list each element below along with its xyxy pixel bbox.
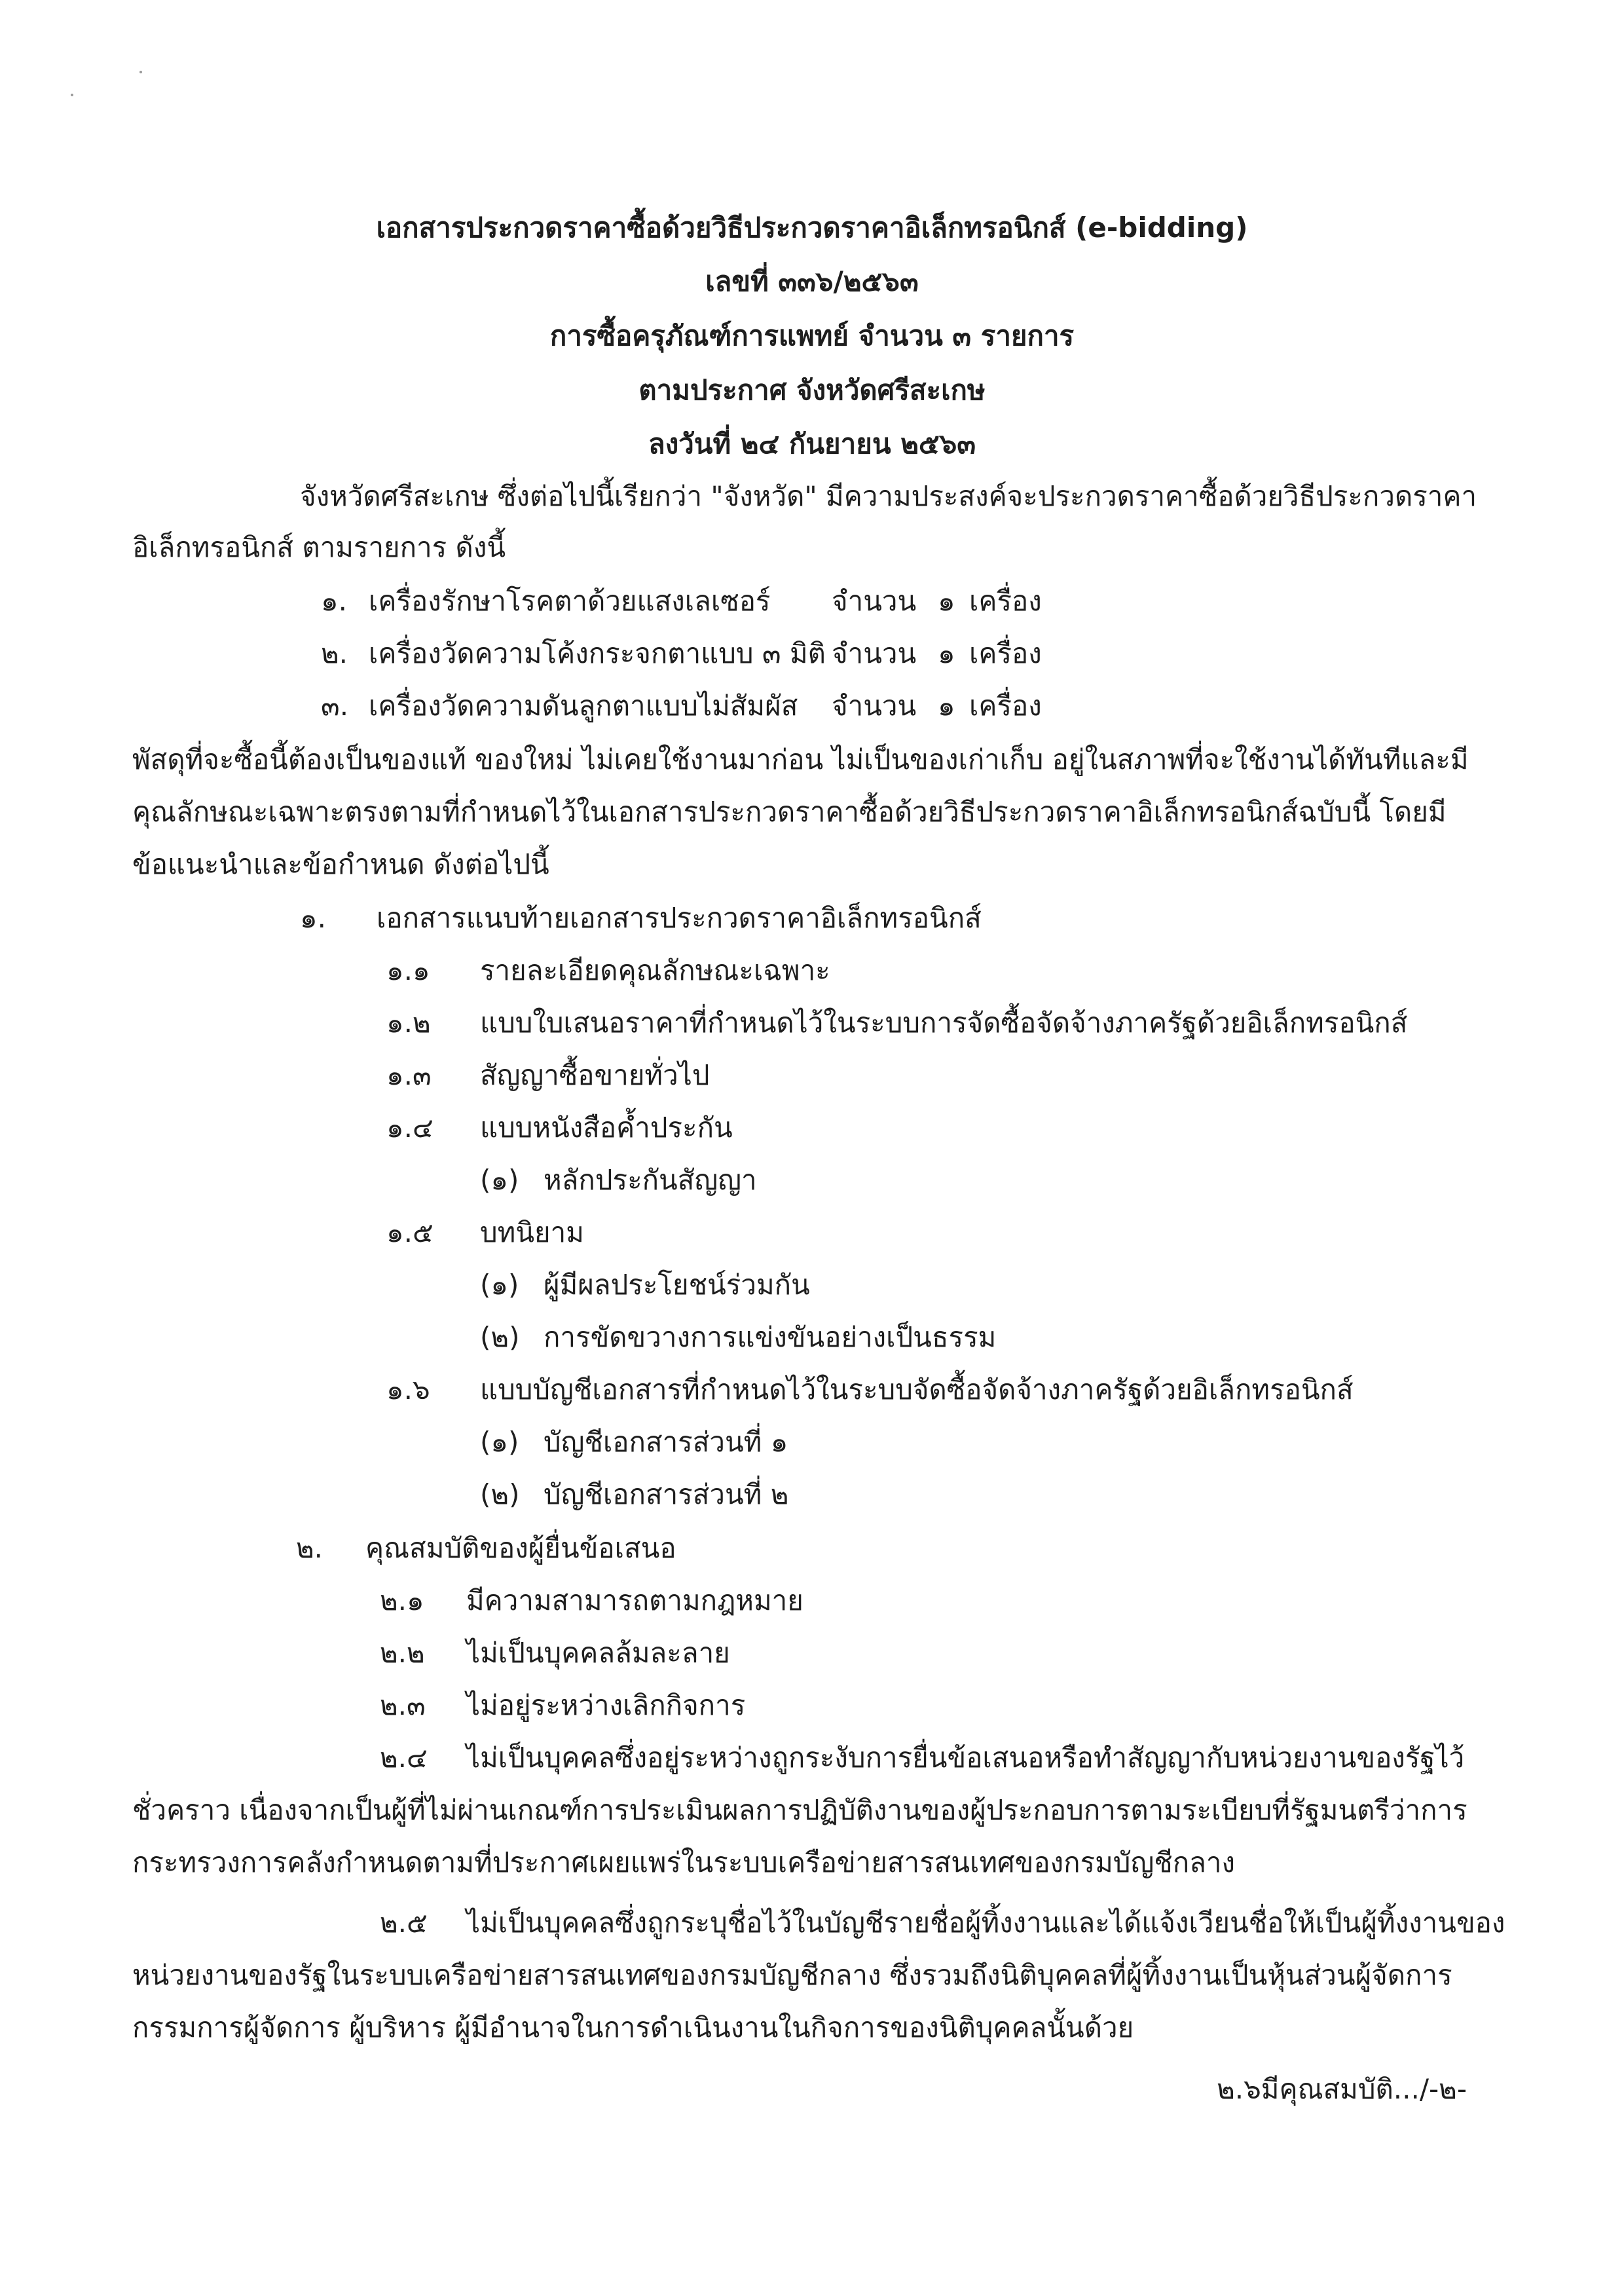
- item-qty: ๑: [938, 585, 955, 617]
- subsection-text: มีความสามารถตามกฎหมาย: [466, 1584, 803, 1616]
- section-number: ๒.: [296, 1532, 323, 1564]
- page-continuation: ๒.๖มีคุณสมบัติ.../-๒-: [1217, 2073, 1467, 2105]
- subsection-text: ไม่เป็นบุคคลล้มละลาย: [466, 1637, 730, 1669]
- paragraph-line: [132, 1956, 1459, 1995]
- item-text: หลักประกันสัญญา: [544, 1164, 757, 1196]
- section-title: คุณสมบัติของผู้ยื่นข้อเสนอ: [365, 1532, 676, 1564]
- scan-speck: [139, 71, 142, 73]
- subsection-text: บทนิยาม: [480, 1216, 584, 1248]
- subsection-text: แบบบัญชีเอกสารที่กำหนดไว้ในระบบจัดซื้อจัดจ้างภาครัฐด้วยอิเล็กทรอนิกส์: [480, 1373, 1354, 1406]
- item-number: ๑.: [321, 585, 348, 617]
- paragraph-text: พัสดุที่จะซื้อนี้ต้องเป็นของแท้ ของใหม่ ไม่เคยใช้งานมาก่อน ไม่เป็นของเก่าเก็บ อยู่ในสภาพที่จะใช้งานได้ทันทีและมี: [132, 743, 1469, 775]
- item-number: ๒.: [321, 637, 348, 669]
- item-number: (๑): [480, 1164, 519, 1196]
- subsection-number: ๑.๑: [386, 954, 430, 986]
- item-qty-label: จำนวน: [832, 637, 917, 669]
- item-qty-label: จำนวน: [832, 585, 917, 617]
- subsection-number: ๑.๒: [386, 1007, 431, 1039]
- intro-line-2: อิเล็กทรอนิกส์ ตามรายการ ดังนี้: [132, 531, 506, 563]
- subsection-text: รายละเอียดคุณลักษณะเฉพาะ: [480, 954, 830, 986]
- paragraph-text: ไม่เป็นบุคคลซึ่งถูกระบุชื่อไว้ในบัญชีรายชื่อผู้ทิ้งงานและได้แจ้งเวียนชื่อให้เป็นผู้ทิ้งงานของ: [466, 1907, 1505, 1939]
- section-title: เอกสารแนบท้ายเอกสารประกวดราคาอิเล็กทรอนิกส์: [377, 902, 982, 934]
- item-qty: ๑: [938, 637, 955, 669]
- subsection-number: ๒.๒: [380, 1637, 425, 1669]
- item-unit: เครื่อง: [969, 585, 1042, 617]
- paragraph-text: คุณลักษณะเฉพาะตรงตามที่กำหนดไว้ในเอกสารประกวดราคาซื้อด้วยวิธีประกวดราคาอิเล็กทรอนิกส์ฉบับนี้ โดยมี: [132, 796, 1447, 828]
- item-text: การขัดขวางการแข่งขันอย่างเป็นธรรม: [544, 1321, 997, 1353]
- item-number: (๒): [480, 1478, 520, 1510]
- paragraph-text: ไม่เป็นบุคคลซึ่งอยู่ระหว่างถูกระงับการยื่นข้อเสนอหรือทำสัญญากับหน่วยงานของรัฐไว้: [466, 1742, 1465, 1774]
- paragraph-text: ข้อแนะนำและข้อกำหนด ดังต่อไปนี้: [132, 848, 549, 880]
- subsection-number: ๑.๖: [386, 1373, 430, 1406]
- intro-paragraph: [300, 477, 1477, 516]
- item-number: (๑): [480, 1426, 519, 1458]
- paragraph-line: [132, 793, 1459, 832]
- item-number: (๑): [480, 1269, 519, 1301]
- paragraph-text: หน่วยงานของรัฐในระบบเครือข่ายสารสนเทศของกรมบัญชีกลาง ซึ่งรวมถึงนิติบุคคลที่ผู้ทิ้งงานเป็นหุ้นส่วนผู้จัดการ: [132, 1959, 1452, 1991]
- item-qty-label: จำนวน: [832, 690, 917, 722]
- item-name: เครื่องรักษาโรคตาด้วยแสงเลเซอร์: [369, 585, 771, 617]
- item-number: ๓.: [321, 690, 349, 722]
- paragraph-text: กระทรวงการคลังกำหนดตามที่ประกาศเผยแพร่ในระบบเครือข่ายสารสนเทศของกรมบัญชีกลาง: [132, 1846, 1235, 1878]
- subsection-number: ๑.๓: [386, 1059, 432, 1091]
- paragraph-text: กรรมการผู้จัดการ ผู้บริหาร ผู้มีอำนาจในการดำเนินงานในกิจการของนิติบุคคลนั้นด้วย: [132, 2011, 1134, 2043]
- item-unit: เครื่อง: [969, 637, 1042, 669]
- item-text: ผู้มีผลประโยชน์ร่วมกัน: [544, 1269, 810, 1301]
- intro-line-1: จังหวัดศรีสะเกษ ซึ่งต่อไปนี้เรียกว่า "จังหวัด" มีความประสงค์จะประกวดราคาซื้อด้วยวิธีประกวดราคา: [300, 480, 1477, 512]
- subsection-number: ๑.๕: [386, 1216, 434, 1248]
- subsection-number: ๒.๕: [380, 1907, 428, 1939]
- subsection-text: ไม่อยู่ระหว่างเลิกกิจการ: [466, 1689, 746, 1721]
- subsection-number: ๒.๔: [380, 1742, 428, 1774]
- subsection-number: ๒.๑: [380, 1584, 424, 1616]
- subsection-number: ๑.๔: [386, 1111, 434, 1144]
- item-number: (๒): [480, 1321, 520, 1353]
- item-name: เครื่องวัดความดันลูกตาแบบไม่สัมผัส: [369, 690, 798, 722]
- item-text: บัญชีเอกสารส่วนที่ ๑: [544, 1426, 788, 1458]
- document-date: ลงวันที่ ๒๔ กันยายน ๒๕๖๓: [648, 428, 976, 460]
- paragraph-line: [132, 1791, 1467, 1830]
- item-name: เครื่องวัดความโค้งกระจกตาแบบ ๓ มิติ: [369, 637, 826, 669]
- announcement-line: ตามประกาศ จังหวัดศรีสะเกษ: [638, 374, 986, 406]
- item-qty: ๑: [938, 690, 955, 722]
- subsection-text: แบบหนังสือค้ำประกัน: [480, 1111, 733, 1144]
- document-subject: การซื้อครุภัณฑ์การแพทย์ จำนวน ๓ รายการ: [549, 320, 1075, 352]
- document-number: เลขที่ ๓๓๖/๒๕๖๓: [705, 265, 919, 297]
- document-title: เอกสารประกวดราคาซื้อด้วยวิธีประกวดราคาอิเล็กทรอนิกส์ (e-bidding): [376, 212, 1248, 244]
- section-number: ๑.: [300, 902, 327, 934]
- paragraph-line: [132, 740, 1469, 779]
- paragraph-line: [466, 1903, 1505, 1943]
- scan-speck: [71, 94, 73, 96]
- item-text: บัญชีเอกสารส่วนที่ ๒: [544, 1478, 789, 1510]
- paragraph-line: [466, 1738, 1465, 1778]
- item-unit: เครื่อง: [969, 690, 1042, 722]
- subsection-number: ๒.๓: [380, 1689, 426, 1721]
- paragraph-text: ชั่วคราว เนื่องจากเป็นผู้ที่ไม่ผ่านเกณฑ์การประเมินผลการปฏิบัติงานของผู้ประกอบการตามระเบียบที่รัฐมนตรีว่าการ: [132, 1794, 1467, 1826]
- subsection-text: แบบใบเสนอราคาที่กำหนดไว้ในระบบการจัดซื้อจัดจ้างภาครัฐด้วยอิเล็กทรอนิกส์: [480, 1007, 1408, 1039]
- subsection-text: สัญญาซื้อขายทั่วไป: [480, 1059, 710, 1091]
